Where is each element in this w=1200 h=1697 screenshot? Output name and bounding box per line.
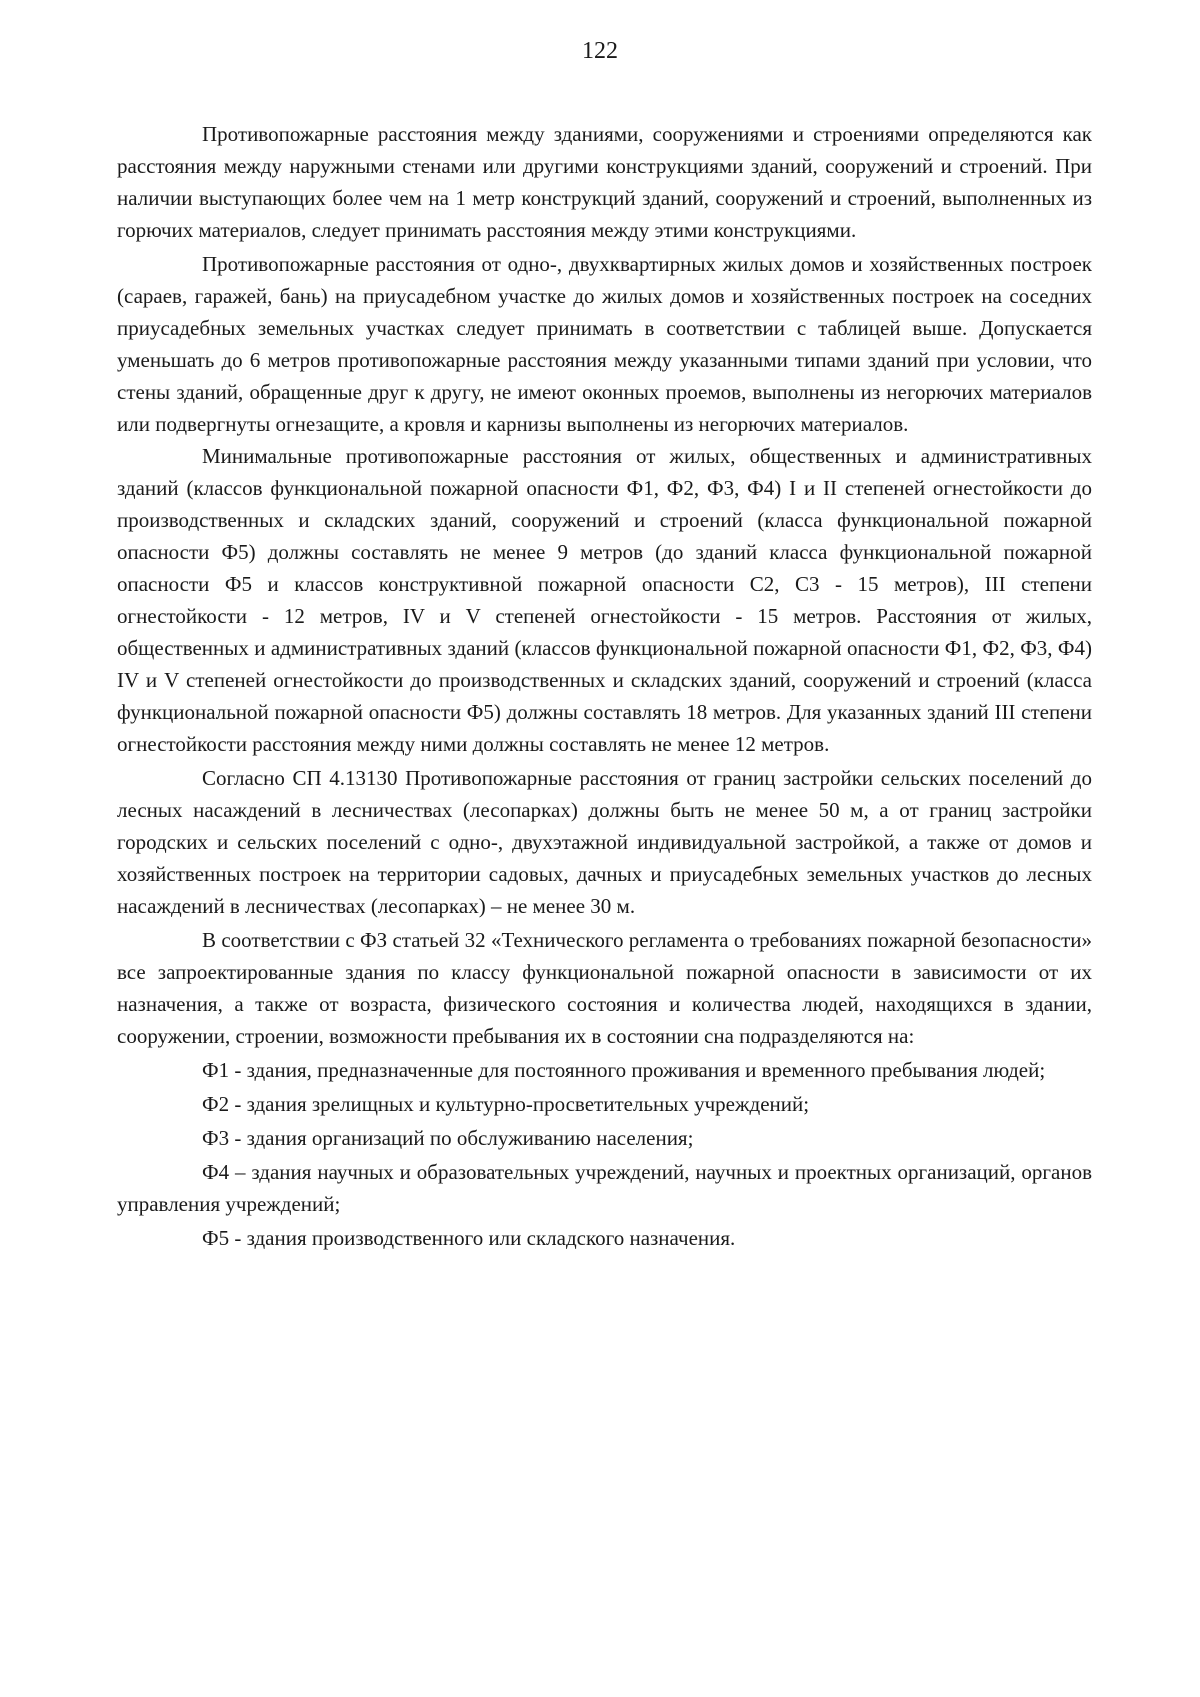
paragraph-minimal-distances: Минимальные противопожарные расстояния от жилых, общественных и административных зданий (классов функциональной пожарной опасности Ф1, Ф2, Ф3, Ф4) I и II степеней огнестойкости до производственных и складских зданий, сооружений и строений (класса функциональной пожарной опасности Ф5) должны составлять не менее 9 метров (до зданий класса функциональной пожарной опасности Ф5 и классов конструктивной пожарной опасности С2, С3 - 15 метров), III степени огнестойкости - 12 метров, IV и V степеней огнестойкости - 15 метров. Расстояния от жилых, общественных и административных зданий (классов функциональной пожарной опасности Ф1, Ф2, Ф3, Ф4) IV и V степеней огнестойкости до производственных и складских зданий, сооружений и строений (класса функциональной пожарной опасности Ф5) должны составлять 18 метров. Для указанных зданий III степени огнестойкости расстояния между ними должны составлять не менее 12 метров. — [117, 444, 1092, 756]
list-item-f5: Ф5 - здания производственного или складского назначения. — [202, 1226, 736, 1250]
page-number: 122 — [582, 38, 618, 64]
paragraph-fire-distances-definition: Противопожарные расстояния между зданиями, сооружениями и строениями определяются как расстояния между наружными стенами или другими конструкциями зданий, сооружений и строений. При наличии выступающих более чем на 1 метр конструкций зданий, сооружений и строений, выполненных из горючих материалов, следует принимать расстояния между этими конструкциями. — [117, 122, 1092, 242]
list-item-f2: Ф2 - здания зрелищных и культурно-просветительных учреждений; — [202, 1092, 810, 1116]
document-body — [117, 118, 1092, 1254]
paragraph-forest-distances: Согласно СП 4.13130 Противопожарные расстояния от границ застройки сельских поселений до лесных насаждений в лесничествах (лесопарках) должны быть не менее 50 м, а от границ застройки городских и сельских поселений с одно-, двухэтажной индивидуальной застройкой, а также от домов и хозяйственных построек на территории садовых, дачных и приусадебных земельных участков до лесных насаждений в лесничествах (лесопарках) – не менее 30 м. — [117, 766, 1092, 918]
list-item-f4: Ф4 – здания научных и образовательных учреждений, научных и проектных организаций, органов управления учреждений; — [117, 1160, 1092, 1216]
list-item-f1: Ф1 - здания, предназначенные для постоянного проживания и временного пребывания людей; — [202, 1058, 1046, 1082]
paragraph-functional-classes-intro: В соответствии с ФЗ статьей 32 «Технического регламента о требованиях пожарной безопасности» все запроектированные здания по классу функциональной пожарной опасности в зависимости от их назначения, а также от возраста, физического состояния и количества людей, находящихся в здании, сооружении, строении, возможности пребывания их в состоянии сна подразделяются на: — [117, 928, 1092, 1048]
paragraph-household-buildings: Противопожарные расстояния от одно-, двухквартирных жилых домов и хозяйственных построек (сараев, гаражей, бань) на приусадебном участке до жилых домов и хозяйственных построек на соседних приусадебных земельных участках следует принимать в соответствии с таблицей выше. Допускается уменьшать до 6 метров противопожарные расстояния между указанными типами зданий при условии, что стены зданий, обращенные друг к другу, не имеют оконных проемов, выполнены из негорючих материалов или подвергнуты огнезащите, а кровля и карнизы выполнены из негорючих материалов. — [117, 252, 1092, 436]
list-item-f3: Ф3 - здания организаций по обслуживанию населения; — [202, 1126, 694, 1150]
